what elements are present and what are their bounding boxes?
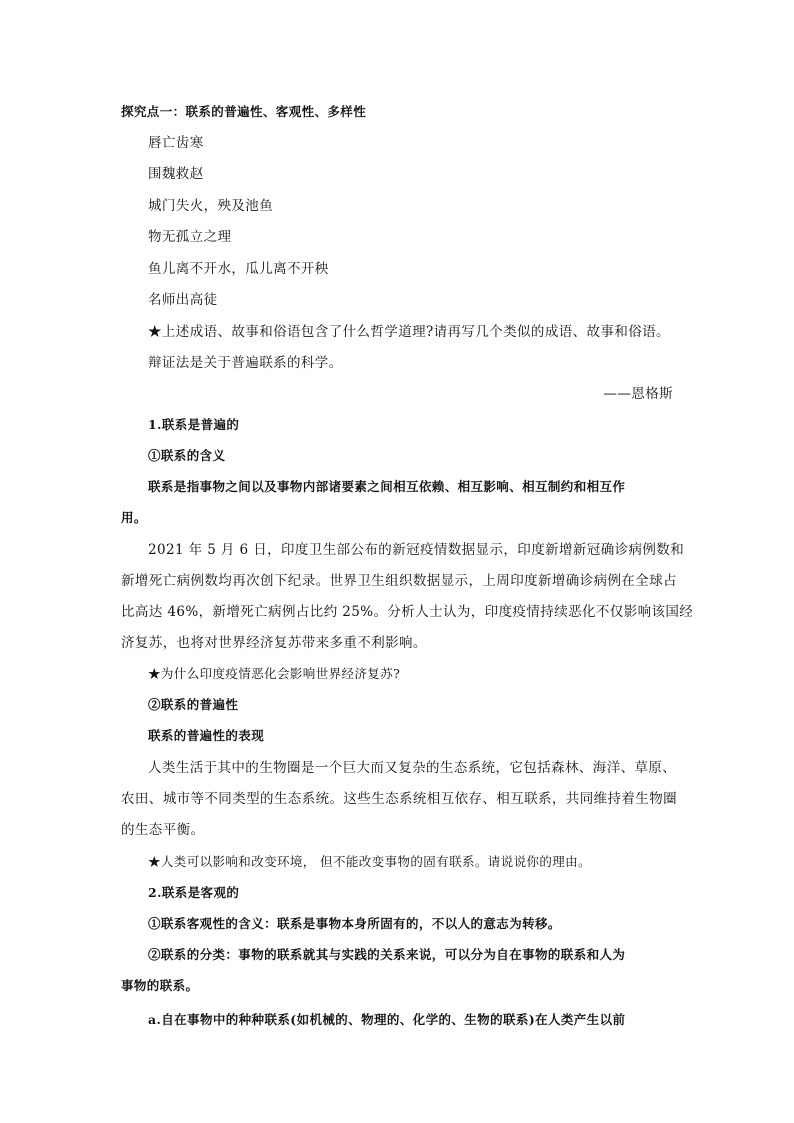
india-paragraph-line-4: 济复苏，也将对世界经济复苏带来多重不利影响。 xyxy=(121,635,427,651)
section-1-sub-1: ①联系的含义 xyxy=(148,448,226,463)
question-1: ★上述成语、故事和俗语包含了什么哲学道理?请再写几个类似的成语、故事和俗语。 xyxy=(148,324,670,340)
section-2-item-1: ①联系客观性的含义：联系是事物本身所固有的，不以人的意志为转移。 xyxy=(148,916,561,931)
eco-paragraph-line-2: 农田、城市等不同类型的生态系统。这些生态系统相互依存、相互联系，共同维持着生物圈 xyxy=(121,791,677,807)
eco-paragraph-line-1: 人类生活于其中的生物圈是一个巨大而又复杂的生态系统，它包括森林、海洋、草原、 xyxy=(148,760,677,776)
idiom-1: 唇亡齿寒 xyxy=(148,135,204,151)
section-1-sub-2: ②联系的普遍性 xyxy=(148,697,239,712)
idiom-4: 物无孤立之理 xyxy=(148,229,232,245)
idiom-6: 名师出高徒 xyxy=(148,292,218,308)
section-title: 探究点一：联系的普遍性、客观性、多样性 xyxy=(121,104,367,119)
question-2: ★为什么印度疫情恶化会影响世界经济复苏? xyxy=(148,666,401,681)
idiom-2: 围魏救赵 xyxy=(148,166,204,182)
section-1-heading: 1.联系是普遍的 xyxy=(148,417,240,432)
quote: 辩证法是关于普遍联系的科学。 xyxy=(148,355,343,371)
idiom-5: 鱼儿离不开水，瓜儿离不开秧 xyxy=(148,261,329,277)
section-2-item-a: a.自在事物中的种种联系(如机械的、物理的、化学的、生物的联系)在人类产生以前 xyxy=(148,1012,626,1027)
question-3: ★人类可以影响和改变环境， 但不能改变事物的固有联系。请说说你的理由。 xyxy=(148,854,591,869)
idiom-3: 城门失火，殃及池鱼 xyxy=(148,198,274,214)
quote-author: ——恩格斯 xyxy=(603,386,673,402)
india-paragraph-line-2: 新增死亡病例数均再次创下纪录。世界卫生组织数据显示，上周印度新增确诊病例在全球占 xyxy=(121,573,677,589)
india-paragraph-line-3: 比高达 46%，新增死亡病例占比约 25%。分析人士认为，印度疫情持续恶化不仅影响该国经 xyxy=(121,604,694,620)
definition-line-2: 用。 xyxy=(121,510,147,525)
section-2-heading: 2.联系是客观的 xyxy=(148,885,240,900)
india-paragraph-line-1: 2021 年 5 月 6 日，印度卫生部公布的新冠疫情数据显示，印度新增新冠确诊病例数和 xyxy=(148,542,685,558)
eco-paragraph-line-3: 的生态平衡。 xyxy=(121,822,205,838)
section-2-item-2-line-2: 事物的联系。 xyxy=(121,978,199,993)
section-2-item-2-line-1: ②联系的分类：事物的联系就其与实践的关系来说，可以分为自在事物的联系和人为 xyxy=(148,947,626,962)
definition-line-1: 联系是指事物之间以及事物内部诸要素之间相互依赖、相互影响、相互制约和相互作 xyxy=(148,479,626,494)
universality-heading: 联系的普遍性的表现 xyxy=(148,728,265,743)
